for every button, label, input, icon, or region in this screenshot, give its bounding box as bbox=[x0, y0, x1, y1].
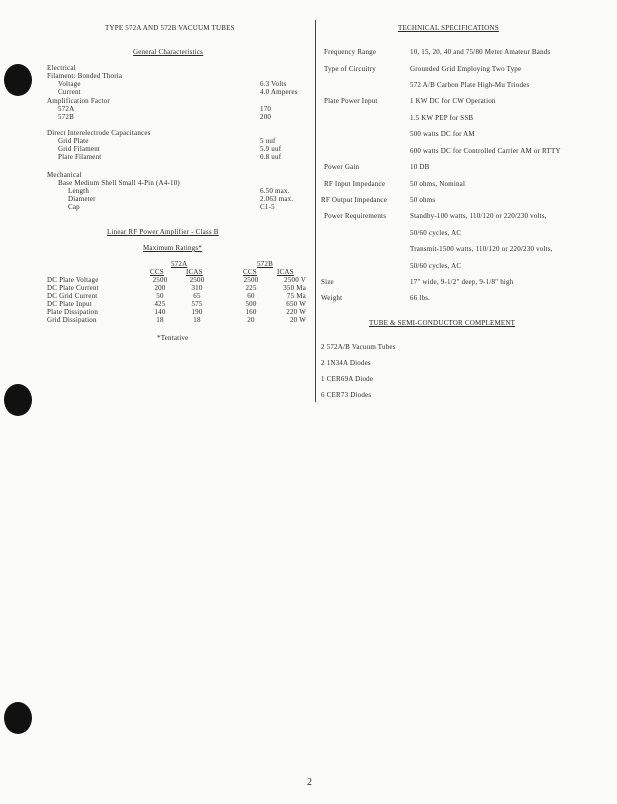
diameter-label: Diameter bbox=[68, 195, 96, 203]
col-572b-icas: ICAS bbox=[277, 268, 294, 276]
cap-value: C1-5 bbox=[260, 203, 275, 211]
cell-572a-ccs: 2500 bbox=[152, 276, 168, 284]
cell-572a-icas: 2500 bbox=[189, 276, 205, 284]
cell-572a-ccs: 200 bbox=[154, 284, 166, 292]
current-value: 4.0 Amperes bbox=[260, 88, 298, 96]
cell-572b-icas: 20 W bbox=[289, 316, 306, 324]
spec-label: RF Input Impedance bbox=[324, 180, 386, 188]
spec-label: Size bbox=[321, 278, 334, 286]
row-label: Grid Dissipation bbox=[47, 316, 97, 324]
column-divider bbox=[315, 20, 316, 402]
list-item: 6 CER73 Diodes bbox=[321, 391, 372, 399]
list-item: 1 CER69A Diode bbox=[321, 375, 374, 383]
cell-572a-icas: 310 bbox=[191, 284, 203, 292]
list-item: 2 572A/B Vacuum Tubes bbox=[321, 343, 396, 351]
cell-572b-ccs: 2500 bbox=[243, 276, 259, 284]
cell-572a-ccs: 50 bbox=[156, 292, 164, 300]
cell-572b-ccs: 225 bbox=[245, 284, 257, 292]
row-label: Plate Dissipation bbox=[47, 308, 99, 316]
cell-572a-ccs: 140 bbox=[154, 308, 166, 316]
grid-filament-value: 5.9 uuf bbox=[260, 145, 282, 153]
interelectrode-label: Direct Interelectrode Capacitances bbox=[47, 129, 151, 137]
row-label: DC Grid Current bbox=[47, 292, 98, 300]
cell-572b-icas: 650 W bbox=[286, 300, 306, 308]
col-572a-header: 572A bbox=[171, 260, 188, 268]
grid-filament-label: Grid Filament bbox=[58, 145, 101, 153]
spec-value: Standby-100 watts, 110/120 or 220/230 volts, bbox=[410, 212, 547, 220]
cell-572b-ccs: 60 bbox=[247, 292, 255, 300]
cell-572b-icas: 75 Ma bbox=[286, 292, 306, 300]
cap-label: Cap bbox=[68, 203, 80, 211]
spec-label: Plate Power Input bbox=[324, 97, 378, 105]
spec-value: Grounded Grid Employing Two Type bbox=[410, 65, 522, 73]
cell-572b-ccs: 20 bbox=[247, 316, 255, 324]
length-label: Length bbox=[68, 187, 90, 195]
spec-value: Transmit-1500 watts, 110/120 or 220/230 volts, bbox=[410, 245, 553, 253]
max-ratings-heading: Maximum Ratings* bbox=[143, 244, 203, 252]
filament-label: Filament: Bonded Thoria bbox=[47, 72, 123, 80]
spec-label: RF Output Impedance bbox=[321, 196, 388, 204]
current-label: Current bbox=[58, 88, 81, 96]
tentative-note: *Tentative bbox=[157, 334, 189, 342]
page-number: 2 bbox=[307, 777, 313, 788]
row-label: DC Plate Input bbox=[47, 300, 92, 308]
spec-label: Type of Circuitry bbox=[324, 65, 376, 73]
spec-value: 572 A/B Carbon Plate High-Mu Triodes bbox=[410, 81, 530, 89]
base-label: Base Medium Shell Small 4-Pin (A4-10) bbox=[58, 179, 180, 187]
cell-572a-icas: 18 bbox=[193, 316, 201, 324]
electrical-label: Electrical bbox=[47, 64, 76, 72]
spec-label: Power Gain bbox=[324, 163, 360, 171]
spec-value: 66 lbs. bbox=[410, 294, 431, 302]
col-572a-icas: ICAS bbox=[186, 268, 203, 276]
cell-572b-ccs: 500 bbox=[245, 300, 257, 308]
cell-572a-ccs: 425 bbox=[154, 300, 166, 308]
length-value: 6.50 max. bbox=[260, 187, 290, 195]
spec-value: 10, 15, 20, 40 and 75/80 Meter Amateur Bands bbox=[410, 48, 551, 56]
left-title: TYPE 572A AND 572B VACUUM TUBES bbox=[105, 24, 235, 32]
cell-572b-icas: 350 Ma bbox=[283, 284, 306, 292]
spec-value: 50 ohms bbox=[410, 196, 436, 204]
spec-value: 600 watts DC for Controlled Carrier AM or RTTY bbox=[410, 147, 561, 155]
amp-572b-label: 572B bbox=[58, 113, 74, 121]
spec-value: 50/60 cycles, AC bbox=[410, 262, 462, 270]
mechanical-label: Mechanical bbox=[47, 171, 82, 179]
right-title: TECHNICAL SPECIFICATIONS bbox=[398, 24, 499, 32]
grid-plate-value: 5 uuf bbox=[260, 137, 276, 145]
col-572b-ccs: CCS bbox=[243, 268, 257, 276]
plate-filament-value: 0.8 uuf bbox=[260, 153, 282, 161]
list-item: 2 1N34A Diodes bbox=[321, 359, 371, 367]
cell-572a-icas: 575 bbox=[191, 300, 203, 308]
voltage-value: 6.3 Volts bbox=[260, 80, 287, 88]
grid-plate-label: Grid Plate bbox=[58, 137, 89, 145]
general-characteristics-heading: General Characteristics bbox=[133, 48, 204, 56]
cell-572b-icas: 220 W bbox=[286, 308, 306, 316]
col-572a-ccs: CCS bbox=[150, 268, 164, 276]
punch-hole-bottom bbox=[4, 702, 32, 734]
amp-572a-label: 572A bbox=[58, 105, 75, 113]
row-label: DC Plate Voltage bbox=[47, 276, 99, 284]
spec-value: 17" wide, 9-1/2" deep, 9-1/8" high bbox=[410, 278, 514, 286]
spec-value: 1.5 KW PEP for SSB bbox=[410, 114, 474, 122]
spec-value: 1 KW DC for CW Operation bbox=[410, 97, 496, 105]
spec-label: Power Requirements bbox=[324, 212, 387, 220]
amp-factor-label: Amplification Factor bbox=[47, 97, 110, 105]
diameter-value: 2.063 max. bbox=[260, 195, 294, 203]
spec-value: 10 DB bbox=[410, 163, 430, 171]
spec-label: Frequency Range bbox=[324, 48, 377, 56]
spec-value: 50/60 cycles, AC bbox=[410, 229, 462, 237]
amp-572a-value: 170 bbox=[260, 105, 272, 113]
spec-label: Weight bbox=[321, 294, 343, 302]
cell-572a-icas: 190 bbox=[191, 308, 203, 316]
complement-heading: TUBE & SEMI-CONDUCTOR COMPLEMENT bbox=[369, 319, 516, 327]
voltage-label: Voltage bbox=[58, 80, 81, 88]
linear-amplifier-heading: Linear RF Power Amplifier - Class B bbox=[107, 228, 219, 236]
cell-572a-ccs: 18 bbox=[156, 316, 164, 324]
punch-hole-middle bbox=[4, 384, 32, 416]
punch-hole-top bbox=[4, 64, 32, 96]
cell-572a-icas: 65 bbox=[193, 292, 201, 300]
cell-572b-icas: 2500 V bbox=[284, 276, 306, 284]
amp-572b-value: 200 bbox=[260, 113, 272, 121]
col-572b-header: 572B bbox=[257, 260, 273, 268]
cell-572b-ccs: 160 bbox=[245, 308, 257, 316]
spec-value: 500 watts DC for AM bbox=[410, 130, 475, 138]
row-label: DC Plate Current bbox=[47, 284, 99, 292]
plate-filament-label: Plate Filament bbox=[58, 153, 102, 161]
spec-value: 50 ohms, Nominal bbox=[410, 180, 466, 188]
